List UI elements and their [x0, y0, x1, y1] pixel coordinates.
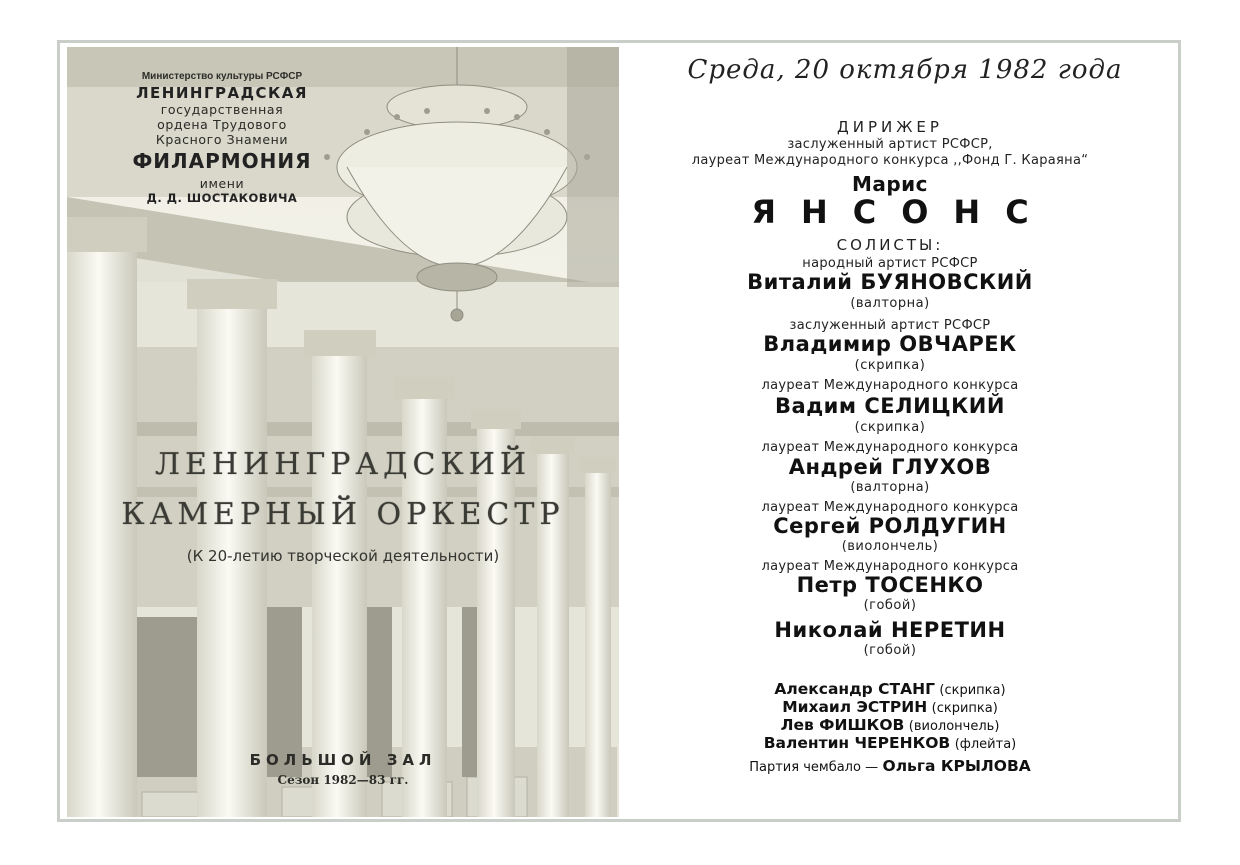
- conductor-role: ДИРИЖЕР: [837, 118, 943, 136]
- soloist-3-name: Вадим СЕЛИЦКИЙ: [775, 394, 1005, 418]
- soloist-4-title: лауреат Международного конкурса: [761, 440, 1019, 455]
- orchestra-title-line-2: КАМЕРНЫЙ ОРКЕСТР: [121, 497, 565, 532]
- soloist-1-title: народный артист РСФСР: [802, 256, 978, 271]
- ensemble-member-3: [640, 716, 1140, 734]
- soloist-5-name: Сергей РОЛДУГИН: [773, 514, 1007, 538]
- soloists-role: СОЛИСТЫ:: [836, 236, 944, 254]
- soloist-4-name: Андрей ГЛУХОВ: [788, 455, 992, 479]
- harpsichord-label: Партия чембало —: [749, 760, 879, 775]
- soloist-6-name: Петр ТОСЕНКО: [796, 573, 984, 597]
- conductor-last-name: ЯНСОНС: [751, 193, 1054, 231]
- ensemble-member-4-name: Валентин ЧЕРЕНКОВ: [763, 734, 951, 752]
- philharmonic-title: ФИЛАРМОНИЯ: [132, 149, 312, 173]
- conductor-first-name: Марис: [851, 172, 929, 196]
- soloist-1-name: Виталий БУЯНОВСКИЙ: [747, 270, 1033, 294]
- ensemble-member-4: [640, 734, 1140, 752]
- ensemble-member-1-name: Александр СТАНГ: [774, 680, 935, 698]
- ensemble-member-3-name: Лев ФИШКОВ: [780, 716, 905, 734]
- soloist-3-instrument: (скрипка): [854, 420, 926, 435]
- anniversary-subtitle: (К 20-летию творческой деятельности): [186, 547, 500, 565]
- ensemble-member-2-name: Михаил ЭСТРИН: [782, 698, 928, 716]
- harpsichord-name: Ольга КРЫЛОВА: [882, 757, 1031, 775]
- soloist-6-instrument: (гобой): [863, 598, 917, 613]
- soloist-5-instrument: (виолончель): [841, 539, 939, 554]
- header-line-3: Красного Знамени: [155, 132, 289, 147]
- conductor-title-2: лауреат Международного конкурса ,,Фонд Г. Караяна“: [691, 153, 1089, 168]
- city-text: ЛЕНИНГРАДСКАЯ: [136, 84, 308, 102]
- ensemble-member-2: [640, 698, 1140, 716]
- philharmonic-header: [102, 71, 342, 205]
- orchestra-title-line-1: ЛЕНИНГРАДСКИЙ: [154, 447, 532, 482]
- conductor-title-1: заслуженный артист РСФСР,: [787, 137, 993, 152]
- soloist-2-instrument: (скрипка): [854, 358, 926, 373]
- ensemble-member-2-instrument: (скрипка): [931, 701, 998, 716]
- soloist-4-instrument: (валторна): [850, 480, 930, 495]
- ensemble-member-3-instrument: (виолончель): [908, 719, 1000, 734]
- ministry-text: Министерство культуры РСФСР: [141, 71, 303, 82]
- hall-title: БОЛЬШОЙ ЗАЛ: [249, 751, 437, 769]
- namesake-text: Д. Д. ШОСТАКОВИЧА: [146, 191, 298, 205]
- ensemble-member-1: [640, 680, 1140, 698]
- header-line-1: государственная: [160, 102, 284, 117]
- concert-date: Среда, 20 октября 1982 года: [687, 55, 1123, 85]
- ensemble-member-1-instrument: (скрипка): [939, 683, 1006, 698]
- season-text: Сезон 1982—83 гг.: [277, 773, 409, 787]
- cover-page: [67, 47, 619, 817]
- soloist-5-title: лауреат Международного конкурса: [761, 500, 1019, 515]
- soloist-3-title: лауреат Международного конкурса: [761, 378, 1019, 393]
- soloist-7-instrument: (гобой): [863, 643, 917, 658]
- ensemble-member-4-instrument: (флейта): [954, 737, 1017, 752]
- soloist-7-name: Николай НЕРЕТИН: [774, 618, 1006, 642]
- harpsichord-line: [640, 757, 1140, 775]
- header-line-2: ордена Трудового: [157, 117, 287, 132]
- soloist-6-title: лауреат Международного конкурса: [761, 559, 1019, 574]
- named-text: имени: [199, 176, 245, 191]
- soloist-2-title: заслуженный артист РСФСР: [789, 318, 991, 333]
- soloist-2-name: Владимир ОВЧАРЕК: [763, 332, 1017, 356]
- soloist-1-instrument: (валторна): [850, 296, 930, 311]
